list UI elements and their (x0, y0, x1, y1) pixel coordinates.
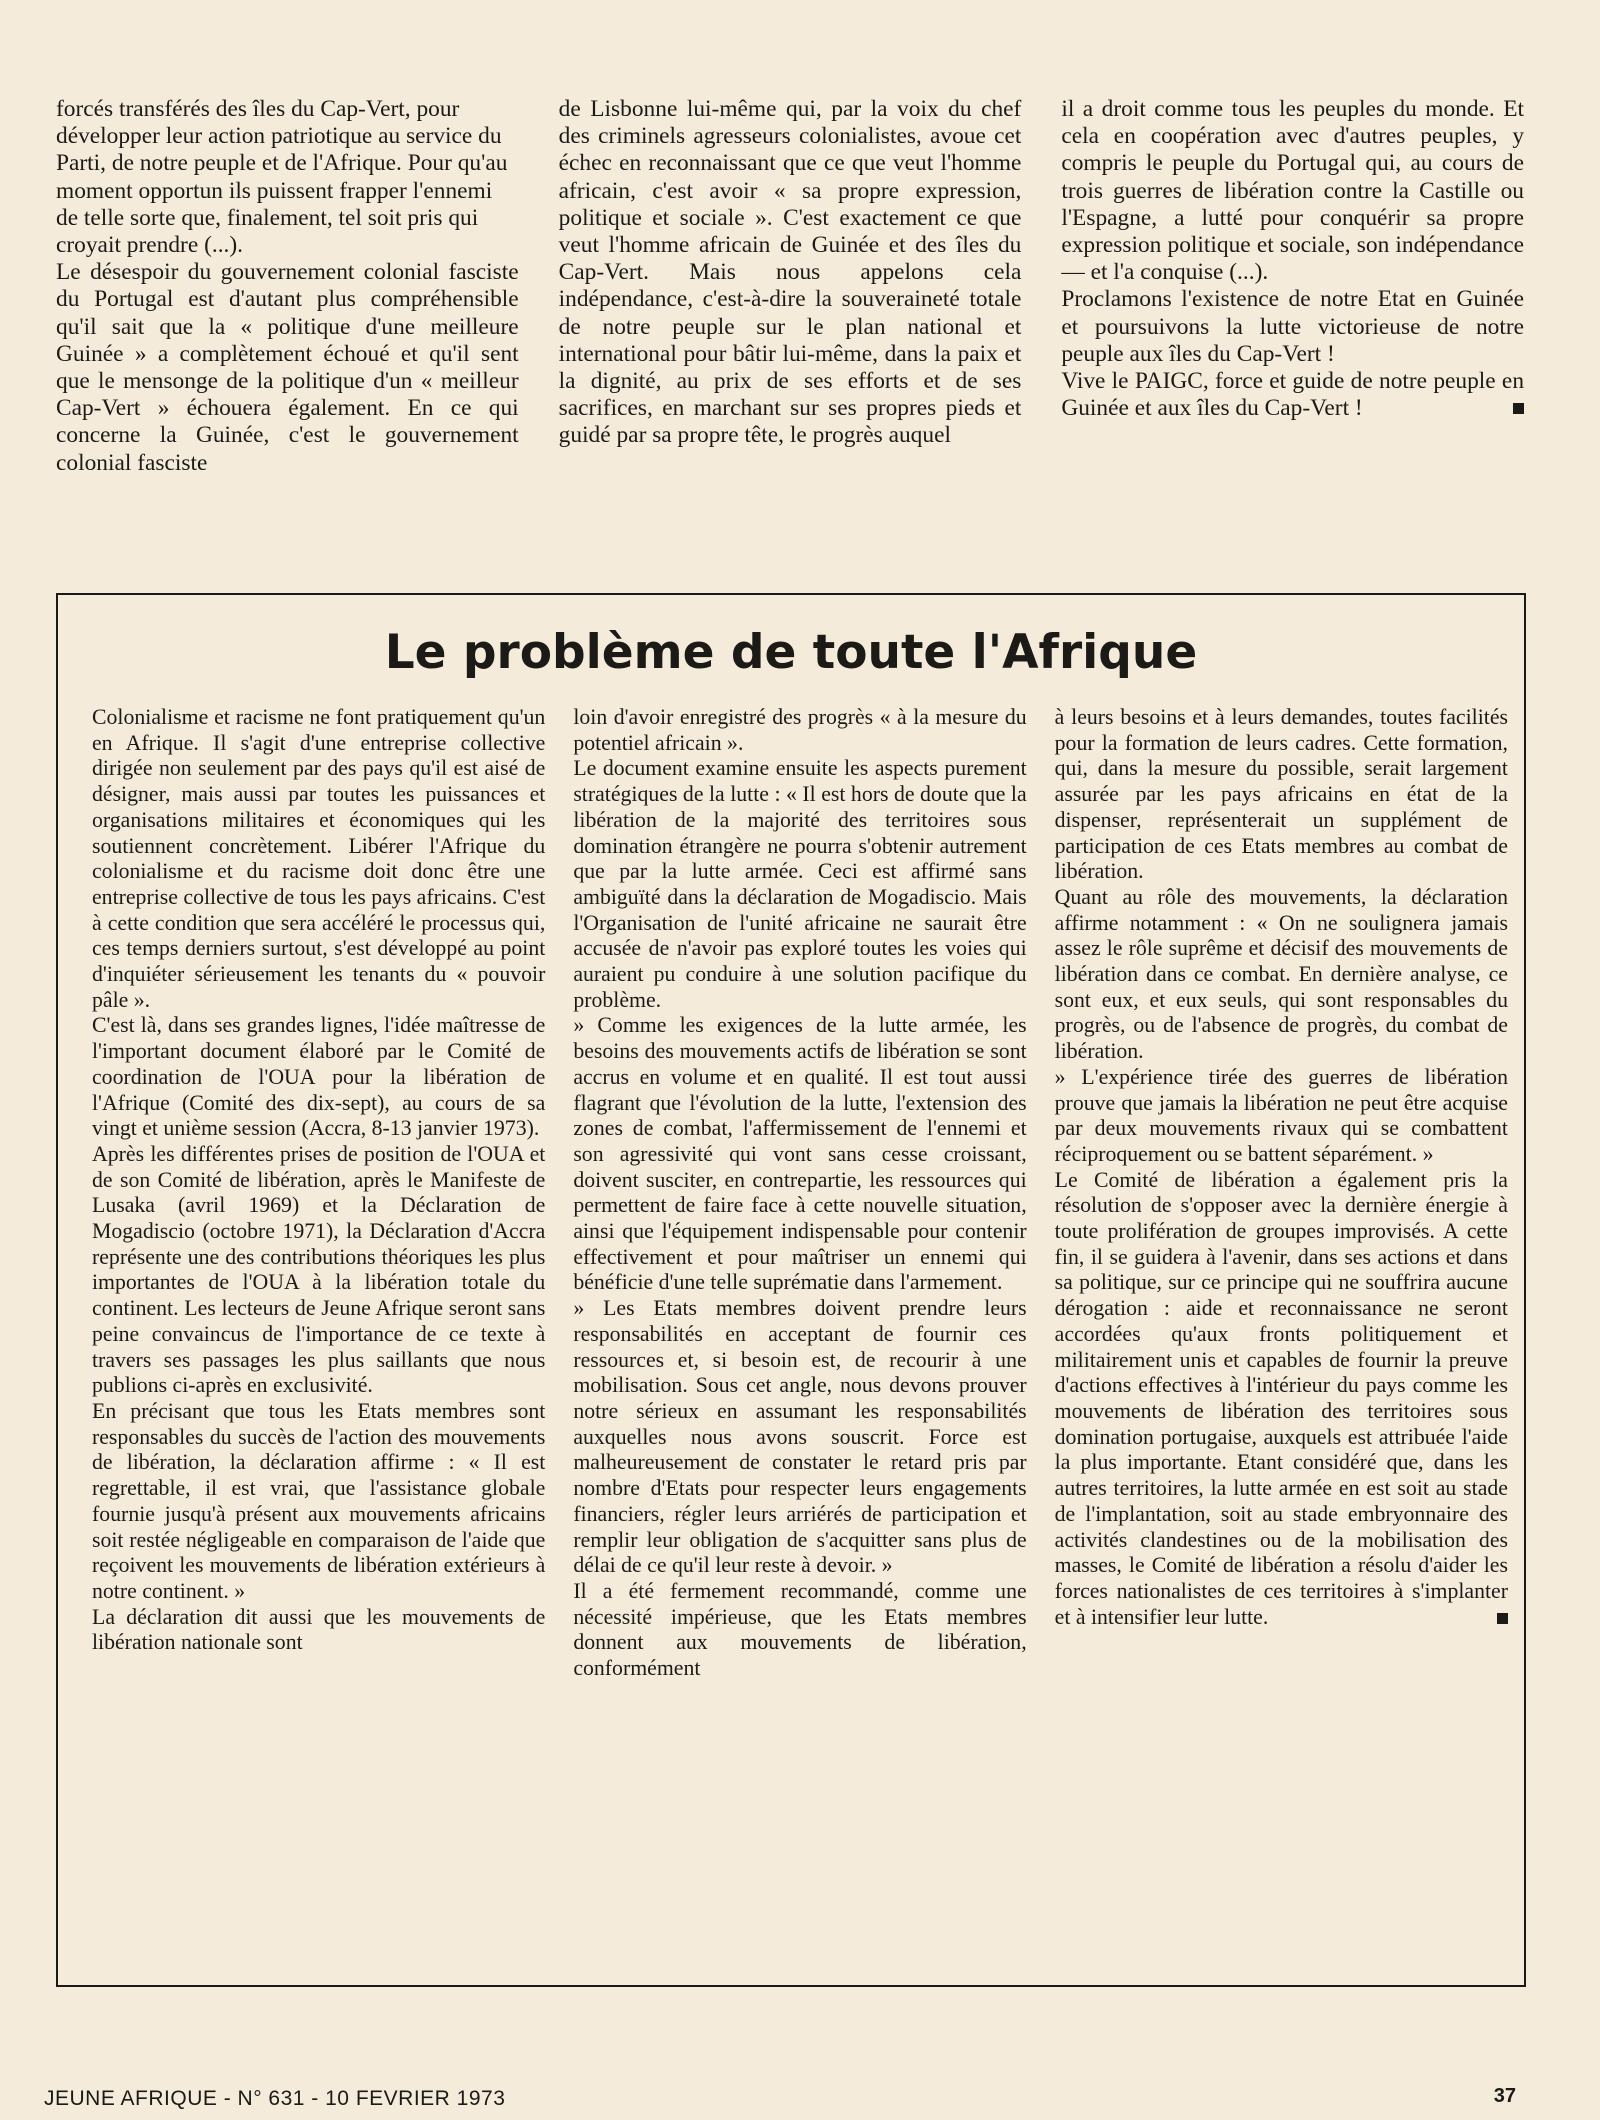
end-of-box-mark (1497, 1613, 1508, 1624)
article-paragraph: Proclamons l'existence de notre Etat en Guinée et poursuivons la lutte victorieuse de notre peuple aux îles du Cap-Vert ! (1061, 286, 1525, 367)
box-column-3 (1055, 705, 1508, 1682)
sidebar-box (56, 593, 1526, 1987)
box-paragraph: loin d'avoir enregistré des progrès « à la mesure du potentiel africain ». (573, 705, 1027, 755)
box-paragraph-text: Le Comité de libération a également pris la résolution de s'opposer avec la dernière énergie à toute prolifération de groupes improvisés. A cette fin, il se guidera à l'avenir, dans ses actions et dans sa politique, sur ce principe qui ne souffrira aucune dérogation : aide et reconnaissance ne seront accordées qu'aux fronts politiquement et militairement unis et capables de fournir la preuve d'actions effectives à l'intérieur du pays comme les mouvements de libération des territoires sous domination portugaise, auxquels est attribuée l'aide la plus importante. Etant considéré que, dans les autres territoires, la lutte armée en est soit au stade de l'implantation, soit au stade embryonnaire des activités clandestines ou de la mobilisation des masses, le Comité de libération a résolu d'aider les forces nationalistes de ces territoires à s'implanter et à intensifier leur lutte. (1054, 1167, 1508, 1629)
box-paragraph: Il a été fermement recommandé, comme une nécessité impérieuse, que les Etats membres donnent aux mouvements de libération, conformément (573, 1578, 1027, 1681)
box-paragraph: En précisant que tous les Etats membres sont responsables du succès de l'action des mouvements de libération, la déclaration affirme : « Il est regrettable, il est vrai, que l'assistance globale fournie jusqu'à présent aux mouvements africains soit restée négligeable en comparaison de l'aide que reçoivent les mouvements de libération extérieurs à notre continent. » (92, 1398, 546, 1603)
box-paragraph: à leurs besoins et à leurs demandes, toutes facilités pour la formation de leurs cadres. Cette formation, qui, dans la mesure du possible, serait largement assurée par les pays africains en état de la dispenser, représenterait un supplément de participation de ces Etats membres au combat de libération. (1054, 705, 1508, 884)
top-column-2 (559, 96, 1022, 477)
box-column-2 (573, 705, 1026, 1682)
article-paragraph: de Lisbonne lui-même qui, par la voix du chef des criminels agresseurs colonialistes, avoue cet échec en reconnaissant que ce que veut l'homme africain, c'est avoir « sa propre expression, politique et sociale ». C'est exactement ce que veut l'homme africain de Guinée et des îles du Cap-Vert. Mais nous appelons cela indépendance, c'est-à-dire la souveraineté totale de notre peuple sur le plan national et international pour bâtir lui-même, dans la paix et la dignité, au prix de ses efforts et de ses sacrifices, en marchant sur ses propres pieds et guidé par sa propre tête, le progrès auquel (558, 96, 1022, 449)
article-paragraph: il a droit comme tous les peuples du monde. Et cela en coopération avec d'autres peuples, y compris le peuple du Portugal qui, au cours de trois guerres de libération contre la Castille ou l'Espagne, a lutté pour conquérir sa propre expression politique et sociale, son indépendance — et l'a conquise (...). (1061, 96, 1525, 286)
box-paragraph: Colonialisme et racisme ne font pratiquement qu'un en Afrique. Il s'agit d'une entreprise collective dirigée non seulement par des pays qu'il est aisé de désigner, mais aussi par toutes les puissances et organisations militaires et économiques qui les soutiennent concrètement. Libérer l'Afrique du colonialisme et du racisme doit donc être une entreprise collective de tous les pays africains. C'est à cette condition que sera accéléré le processus qui, ces temps derniers surtout, s'est développé au point d'inquiéter sérieusement les tenants du « pouvoir pâle ». (92, 705, 546, 1012)
box-paragraph: La déclaration dit aussi que les mouvements de libération nationale sont (92, 1604, 546, 1655)
box-paragraph: C'est là, dans ses grandes lignes, l'idée maîtresse de l'important document élaboré par le Comité de coordination de l'OUA pour la libération de l'Afrique (Comité des dix-sept), au cours de sa vingt et unième session (Accra, 8-13 janvier 1973). (92, 1013, 546, 1141)
end-of-article-mark (1513, 403, 1524, 414)
article-paragraph: Le désespoir du gouvernement colonial fasciste du Portugal est d'autant plus compréhensible qu'il sait que la « politique d'une meilleure Guinée » a complètement échoué et qu'il sent que le mensonge de la politique d'un « meilleur Cap-Vert » échouera également. En ce qui concerne la Guinée, c'est le gouvernement colonial fasciste (56, 259, 519, 476)
top-column-3 (1061, 96, 1524, 477)
box-columns (92, 705, 1508, 1682)
box-paragraph: Le document examine ensuite les aspects purement stratégiques de la lutte : « Il est hors de doute que la libération de la majorité des territoires sous domination étrangère ne pourra s'obtenir autrement que par la lutte armée. Ceci est affirmé sans ambiguïté dans la déclaration de Mogadiscio. Mais l'Organisation de l'unité africaine ne saurait être accusée de n'avoir pas exploré toutes les voies qui auraient pu conduire à une solution pacifique du problème. (573, 756, 1027, 1012)
article-paragraph-text: Vive le PAIGC, force et guide de notre peuple en Guinée et aux îles du Cap-Vert ! (1061, 368, 1525, 422)
publication-footer: JEUNE AFRIQUE - N° 631 - 10 FEVRIER 1973 (44, 2087, 506, 2110)
top-column-1 (56, 96, 519, 477)
box-paragraph: » Les Etats membres doivent prendre leurs responsabilités en acceptant de fournir ces ressources et, si besoin est, de recourir à une mobilisation. Sous cet angle, nous devons prouver notre sérieux en assumant les responsabilités auxquelles nous avons souscrit. Force est malheureusement de constater le retard pris par nombre d'Etats pour respecter leurs engagements financiers, régler leurs arriérés de participation et remplir leur obligation de s'acquitter sans plus de délai de ce qu'il leur reste à devoir. » (573, 1296, 1027, 1578)
box-title: Le problème de toute l'Afrique (384, 625, 1198, 680)
box-paragraph: » Comme les exigences de la lutte armée, les besoins des mouvements actifs de libération se sont accrus en volume et en qualité. Il est tout aussi flagrant que l'évolution de la lutte, l'extension des zones de combat, l'affermissement de l'ennemi et son agressivité qui vont sans cesse croissant, doivent susciter, en contrepartie, les ressources qui permettent de faire face à cette nouvelle situation, ainsi que l'équipement indispensable pour contenir effectivement et pour maîtriser un ennemi qui bénéficie d'une telle suprématie dans l'armement. (573, 1013, 1027, 1295)
top-article-columns (56, 96, 1524, 477)
article-paragraph: forcés transférés des îles du Cap-Vert, pour développer leur action patriotique au service du Parti, de notre peuple et de l'Afrique. Pour qu'au moment opportun ils puissent frapper l'ennemi de telle sorte que, finalement, tel soit pris qui croyait prendre (...). (56, 96, 508, 259)
box-paragraph: Quant au rôle des mouvements, la déclaration affirme notamment : « On ne soulignera jamais assez le rôle suprême et décisif des mouvements de libération dans ce combat. En dernière analyse, ce sont eux, et eux seuls, qui sont responsables du progrès, ou de l'absence de progrès, du combat de libération. (1054, 884, 1508, 1064)
box-paragraph: Après les différentes prises de position de l'OUA et de son Comité de libération, après le Manifeste de Lusaka (avril 1969) et la Déclaration de Mogadiscio (octobre 1971), la Déclaration d'Accra représente une des contributions théoriques les plus importantes de l'OUA à la libération totale du continent. Les lecteurs de Jeune Afrique seront sans peine convaincus de l'importance de ce texte à travers ses passages les plus saillants que nous publions ci-après en exclusivité. (92, 1141, 546, 1398)
box-paragraph: » L'expérience tirée des guerres de libération prouve que jamais la libération ne peut être acquise par deux mouvements rivaux qui se combattent réciproquement ou se battent séparément. » (1054, 1064, 1508, 1166)
box-column-1 (92, 705, 545, 1682)
article-paragraph-final (1061, 368, 1524, 422)
page-number: 37 (1493, 2085, 1516, 2107)
box-paragraph-final (1055, 1168, 1508, 1631)
